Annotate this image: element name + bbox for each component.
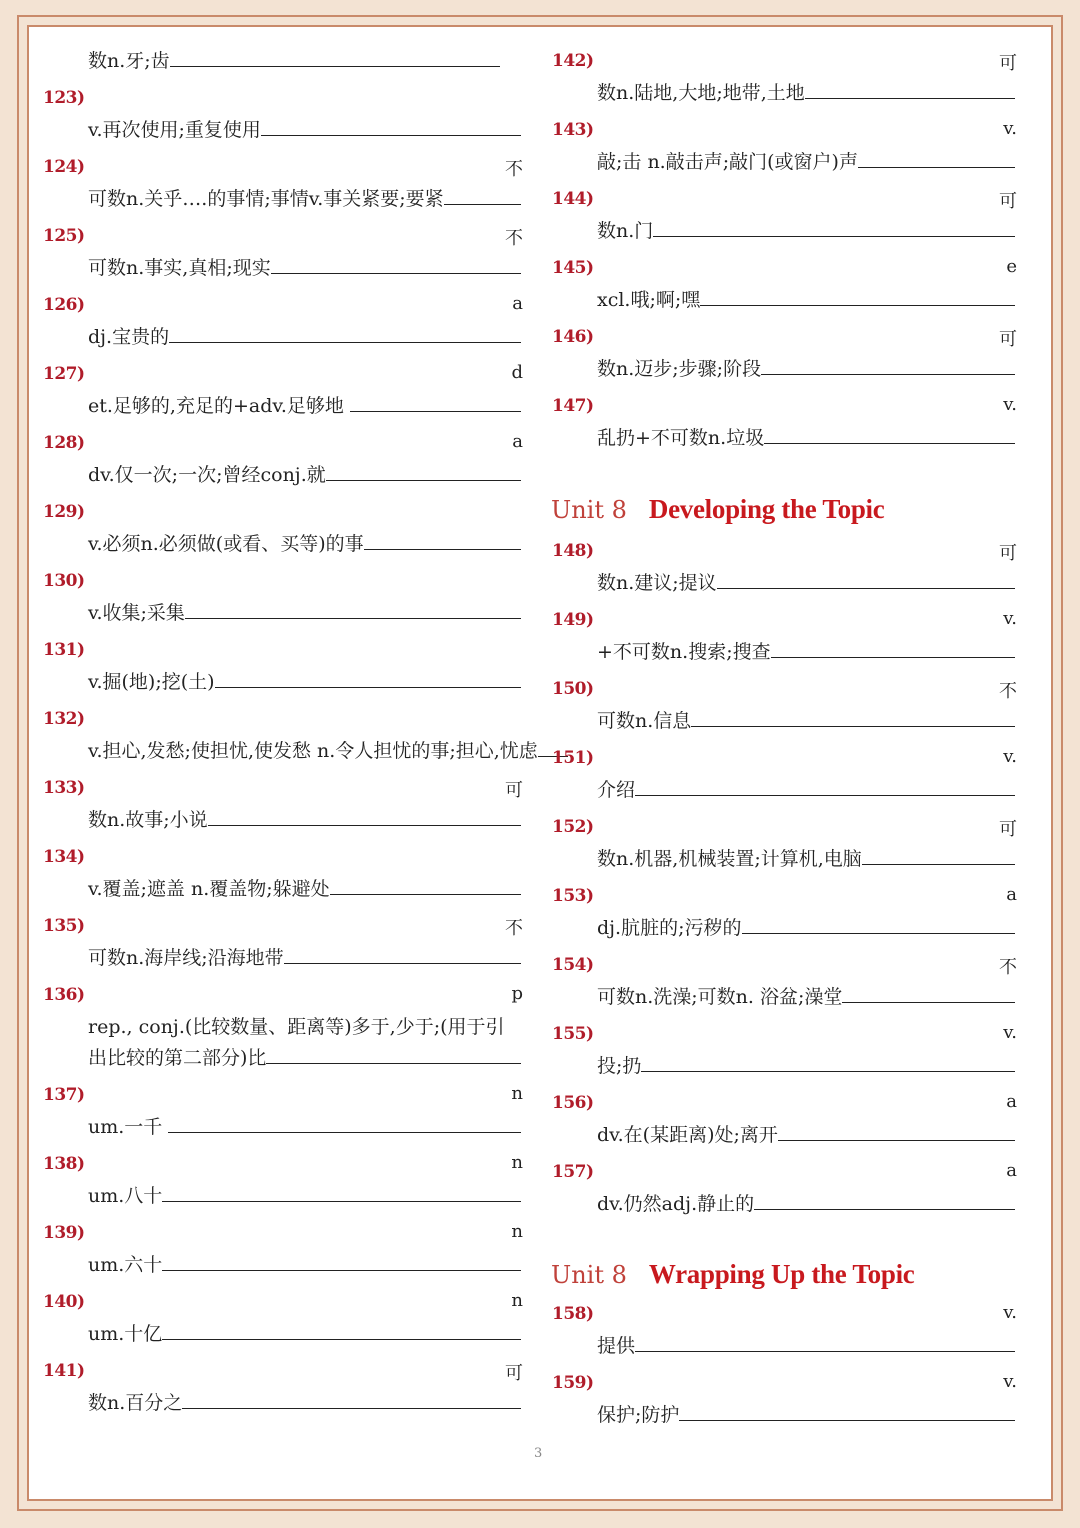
entry-number: 126) [43,295,85,315]
answer-blank[interactable] [842,982,1015,1003]
vocab-entry [43,709,538,778]
vocab-entry [43,433,523,502]
word-prefix-hint: 可 [999,819,1017,840]
answer-blank[interactable] [170,46,500,67]
vocab-entry [552,51,1017,120]
answer-blank[interactable] [754,1189,1015,1210]
entry-number: 128) [43,433,85,453]
entry-definition [597,775,1017,806]
entry-definition [88,736,538,767]
word-prefix-hint: d [511,362,523,383]
vocab-entry [43,502,523,571]
word-prefix-hint: 可 [505,780,523,801]
word-prefix-hint: a [1006,1160,1017,1181]
answer-blank[interactable] [185,598,521,619]
word-prefix-hint: v. [1003,1371,1017,1392]
vocab-entry [552,748,1017,817]
entry-definition [597,285,1017,316]
answer-blank[interactable] [364,529,521,550]
word-prefix-hint: 不 [999,957,1017,978]
entry-number: 141) [43,1361,85,1381]
definition-text: 保护;防护 [597,1404,680,1426]
answer-blank[interactable] [350,391,521,412]
vocab-entry [552,258,1017,327]
entry-number: 136) [43,985,85,1005]
vocab-entry [552,396,1017,465]
definition-text: 可数n.信息 [597,710,692,732]
entry-number: 124) [43,157,85,177]
entry-number: 139) [43,1223,85,1243]
answer-blank[interactable] [653,216,1015,237]
vocab-entry [552,886,1017,955]
entry-definition [88,943,523,974]
answer-blank[interactable] [771,637,1015,658]
word-prefix-hint: e [1006,256,1017,277]
vocab-entry [43,1223,523,1292]
definition-text: 可数n.事实,真相;现实 [88,257,271,279]
entry-number: 151) [552,748,594,768]
section-title: Developing the Topic [648,494,885,524]
word-prefix-hint: v. [1003,118,1017,139]
entry-definition [88,667,523,698]
answer-blank[interactable] [444,184,521,205]
entry-number: 131) [43,640,85,660]
definition-text: 乱扔+不可数n.垃圾 [597,427,765,449]
word-prefix-hint: 可 [999,191,1017,212]
definition-text: v.担心,发愁;使担忧,使发愁 n.令人担忧的事;担心,忧虑 [88,740,538,762]
answer-blank[interactable] [717,568,1015,589]
entry-definition [88,1112,523,1143]
answer-blank[interactable] [162,1319,521,1340]
vocab-entry [552,610,1017,679]
definition-text: 数n.百分之 [88,1392,183,1414]
section-heading-developing [551,494,884,525]
vocab-entry [552,327,1017,396]
vocab-entry [552,120,1017,189]
vocab-entry [43,295,523,364]
vocab-entry [43,1361,523,1430]
definition-text: 数n.故事;小说 [88,809,208,831]
definition-text: +不可数n.搜索;搜查 [597,641,771,663]
vocab-entry [43,983,523,1069]
answer-blank[interactable] [182,1388,521,1409]
definition-text: 数n.牙;齿 [88,50,170,72]
entry-definition [597,78,1017,109]
answer-blank[interactable] [326,460,521,481]
entry-number: 143) [552,120,594,140]
entry-number: 145) [552,258,594,278]
word-prefix-hint: a [512,431,523,452]
entry-number: 149) [552,610,594,630]
definition-text: et.足够的,充足的+adv.足够地 [88,395,350,417]
entry-definition [597,423,1017,454]
entry-number: 133) [43,778,85,798]
entry-definition [597,844,1017,875]
entry-number: 130) [43,571,85,591]
word-prefix-hint: n [511,1152,523,1173]
entry-definition [88,598,523,629]
word-prefix-hint: v. [1003,394,1017,415]
word-prefix-hint: p [511,983,523,1004]
definition-text: v.收集;采集 [88,602,185,624]
section-title: Wrapping Up the Topic [648,1259,915,1289]
word-prefix-hint: n [511,1083,523,1104]
answer-blank[interactable] [858,147,1015,168]
entry-number: 125) [43,226,85,246]
vocab-entry [43,916,523,985]
definition-text: 数n.建议;提议 [597,572,717,594]
entry-number: 153) [552,886,594,906]
answer-blank[interactable] [641,1051,1015,1072]
vocab-entry [552,541,1017,610]
entry-number: 134) [43,847,85,867]
definition-text: rep., conj.(比较数量、距离等)多于,少于;(用于引出比较的第二部分)比 [88,1016,505,1069]
entry-number: 156) [552,1093,594,1113]
definition-text: um.八十 [88,1185,163,1207]
entry-number: 140) [43,1292,85,1312]
definition-text: 可数n.关乎….的事情;事情v.事关紧要;要紧 [88,188,444,210]
vocab-entry [43,88,523,157]
page-number: 3 [534,1446,543,1461]
entry-number: 142) [552,51,594,71]
entry-definition [597,706,1017,737]
entry-number: 132) [43,709,85,729]
word-prefix-hint: v. [1003,608,1017,629]
definition-text: 数n.陆地,大地;地带,土地 [597,82,805,104]
answer-blank[interactable] [162,1250,521,1271]
word-prefix-hint: a [512,293,523,314]
entry-definition [597,1051,1017,1082]
entry-number: 123) [43,88,85,108]
answer-blank[interactable] [266,1043,521,1064]
vocab-entry [43,157,523,226]
worksheet-page [27,25,1053,1501]
word-prefix-hint: 不 [505,228,523,249]
definition-text: 介绍 [597,779,636,801]
entry-definition [88,1250,523,1281]
entry-definition [597,913,1017,944]
vocab-entry [552,955,1017,1024]
answer-blank[interactable] [271,253,521,274]
entry-number: 127) [43,364,85,384]
answer-blank[interactable] [700,285,1015,306]
answer-blank[interactable] [778,1120,1015,1141]
definition-text: v.掘(地);挖(土) [88,671,215,693]
answer-blank[interactable] [742,913,1016,934]
entry-definition [597,1189,1017,1220]
answer-blank[interactable] [805,78,1015,99]
entry-definition [597,1120,1017,1151]
word-prefix-hint: 可 [999,329,1017,350]
vocab-entry [552,1024,1017,1093]
answer-blank[interactable] [862,844,1015,865]
entry-definition [88,391,523,422]
answer-blank[interactable] [284,943,521,964]
answer-blank[interactable] [215,667,521,688]
answer-blank[interactable] [168,1112,521,1133]
entry-definition [597,982,1017,1013]
section-heading-wrapping [551,1259,914,1290]
entry-number: 155) [552,1024,594,1044]
word-prefix-hint: a [1006,884,1017,905]
vocab-entry [552,679,1017,748]
word-prefix-hint: a [1006,1091,1017,1112]
vocab-entry [43,1154,523,1223]
word-prefix-hint: 不 [505,159,523,180]
unit-label: Unit 8 [551,496,627,524]
word-prefix-hint: v. [1003,1302,1017,1323]
definition-text: 提供 [597,1335,636,1357]
entry-definition [597,216,1017,247]
vocab-entry [43,640,523,709]
definition-text: 投;扔 [597,1055,642,1077]
entry-number: 148) [552,541,594,561]
entry-definition [597,568,1017,599]
entry-definition [597,1331,1017,1362]
entry-definition [88,874,523,905]
entry-definition [597,637,1017,668]
entry-definition [88,253,523,284]
word-prefix-hint: 可 [999,53,1017,74]
entry-definition [88,322,523,353]
entry-number: 154) [552,955,594,975]
entry-definition [88,184,523,215]
entry-definition [88,1181,523,1212]
vocab-entry [43,847,523,916]
vocab-entry [552,1373,1017,1442]
definition-text: v.再次使用;重复使用 [88,119,261,141]
entry-definition [88,1319,523,1350]
definition-text: 可数n.洗澡;可数n. 浴盆;澡堂 [597,986,843,1008]
entry-definition [88,1012,523,1074]
answer-blank[interactable] [635,775,1015,796]
answer-blank[interactable] [208,805,521,826]
definition-text: um.六十 [88,1254,163,1276]
word-prefix-hint: n [511,1221,523,1242]
vocab-entry [43,571,523,640]
answer-blank[interactable] [679,1400,1015,1421]
vocab-entry [43,778,523,847]
definition-text: xcl.哦;啊;嘿 [597,289,701,311]
definition-text: um.十亿 [88,1323,163,1345]
word-prefix-hint: n [511,1290,523,1311]
answer-blank[interactable] [162,1181,521,1202]
definition-text: 数n.机器,机械装置;计算机,电脑 [597,848,862,870]
entry-definition [88,1388,523,1419]
vocab-entry [43,1292,523,1361]
definition-text: dv.仅一次;一次;曾经conj.就 [88,464,326,486]
entry-definition [88,529,523,560]
entry-number: 146) [552,327,594,347]
definition-text: dv.仍然adj.静止的 [597,1193,755,1215]
entry-number: 152) [552,817,594,837]
answer-blank[interactable] [635,1331,1015,1352]
vocab-entry [43,364,523,433]
word-prefix-hint: 不 [999,681,1017,702]
entry-number: 147) [552,396,594,416]
vocab-entry [552,1093,1017,1162]
unit-label: Unit 8 [551,1261,627,1289]
entry-definition [597,1400,1017,1431]
vocab-entry [552,817,1017,886]
entry-definition [597,354,1017,385]
definition-text: v.覆盖;遮盖 n.覆盖物;躲避处 [88,878,330,900]
entry-number: 129) [43,502,85,522]
word-prefix-hint: v. [1003,1022,1017,1043]
answer-blank[interactable] [169,322,521,343]
vocab-entry [552,1304,1017,1373]
entry-number: 157) [552,1162,594,1182]
definition-text: dj.肮脏的;污秽的 [597,917,742,939]
entry-number: 138) [43,1154,85,1174]
entry-number: 150) [552,679,594,699]
definition-text: um.一千 [88,1116,169,1138]
answer-blank[interactable] [261,115,521,136]
definition-text: v.必须n.必须做(或看、买等)的事 [88,533,364,555]
entry-definition [88,46,521,77]
word-prefix-hint: 不 [505,918,523,939]
vocab-entry [552,1162,1017,1231]
answer-blank[interactable] [764,423,1015,444]
entry-number: 135) [43,916,85,936]
answer-blank[interactable] [330,874,521,895]
definition-text: dv.在(某距离)处;离开 [597,1124,778,1146]
definition-text: 数n.迈步;步骤;阶段 [597,358,762,380]
definition-text: 可数n.海岸线;沿海地带 [88,947,284,969]
word-prefix-hint: v. [1003,746,1017,767]
entry-number: 158) [552,1304,594,1324]
entry-number: 159) [552,1373,594,1393]
entry-definition [88,805,523,836]
definition-text: 数n.门 [597,220,654,242]
answer-blank[interactable] [761,354,1015,375]
entry-definition [88,460,523,491]
word-prefix-hint: 可 [999,543,1017,564]
entry-number: 137) [43,1085,85,1105]
vocab-entry [552,189,1017,258]
vocab-entry [43,226,523,295]
entry-number: 144) [552,189,594,209]
definition-text: dj.宝贵的 [88,326,170,348]
word-prefix-hint: 可 [505,1363,523,1384]
vocab-entry [43,1085,523,1154]
definition-text: 敲;击 n.敲击声;敲门(或窗户)声 [597,151,858,173]
answer-blank[interactable] [691,706,1015,727]
entry-definition [88,115,523,146]
entry-definition [597,147,1017,178]
